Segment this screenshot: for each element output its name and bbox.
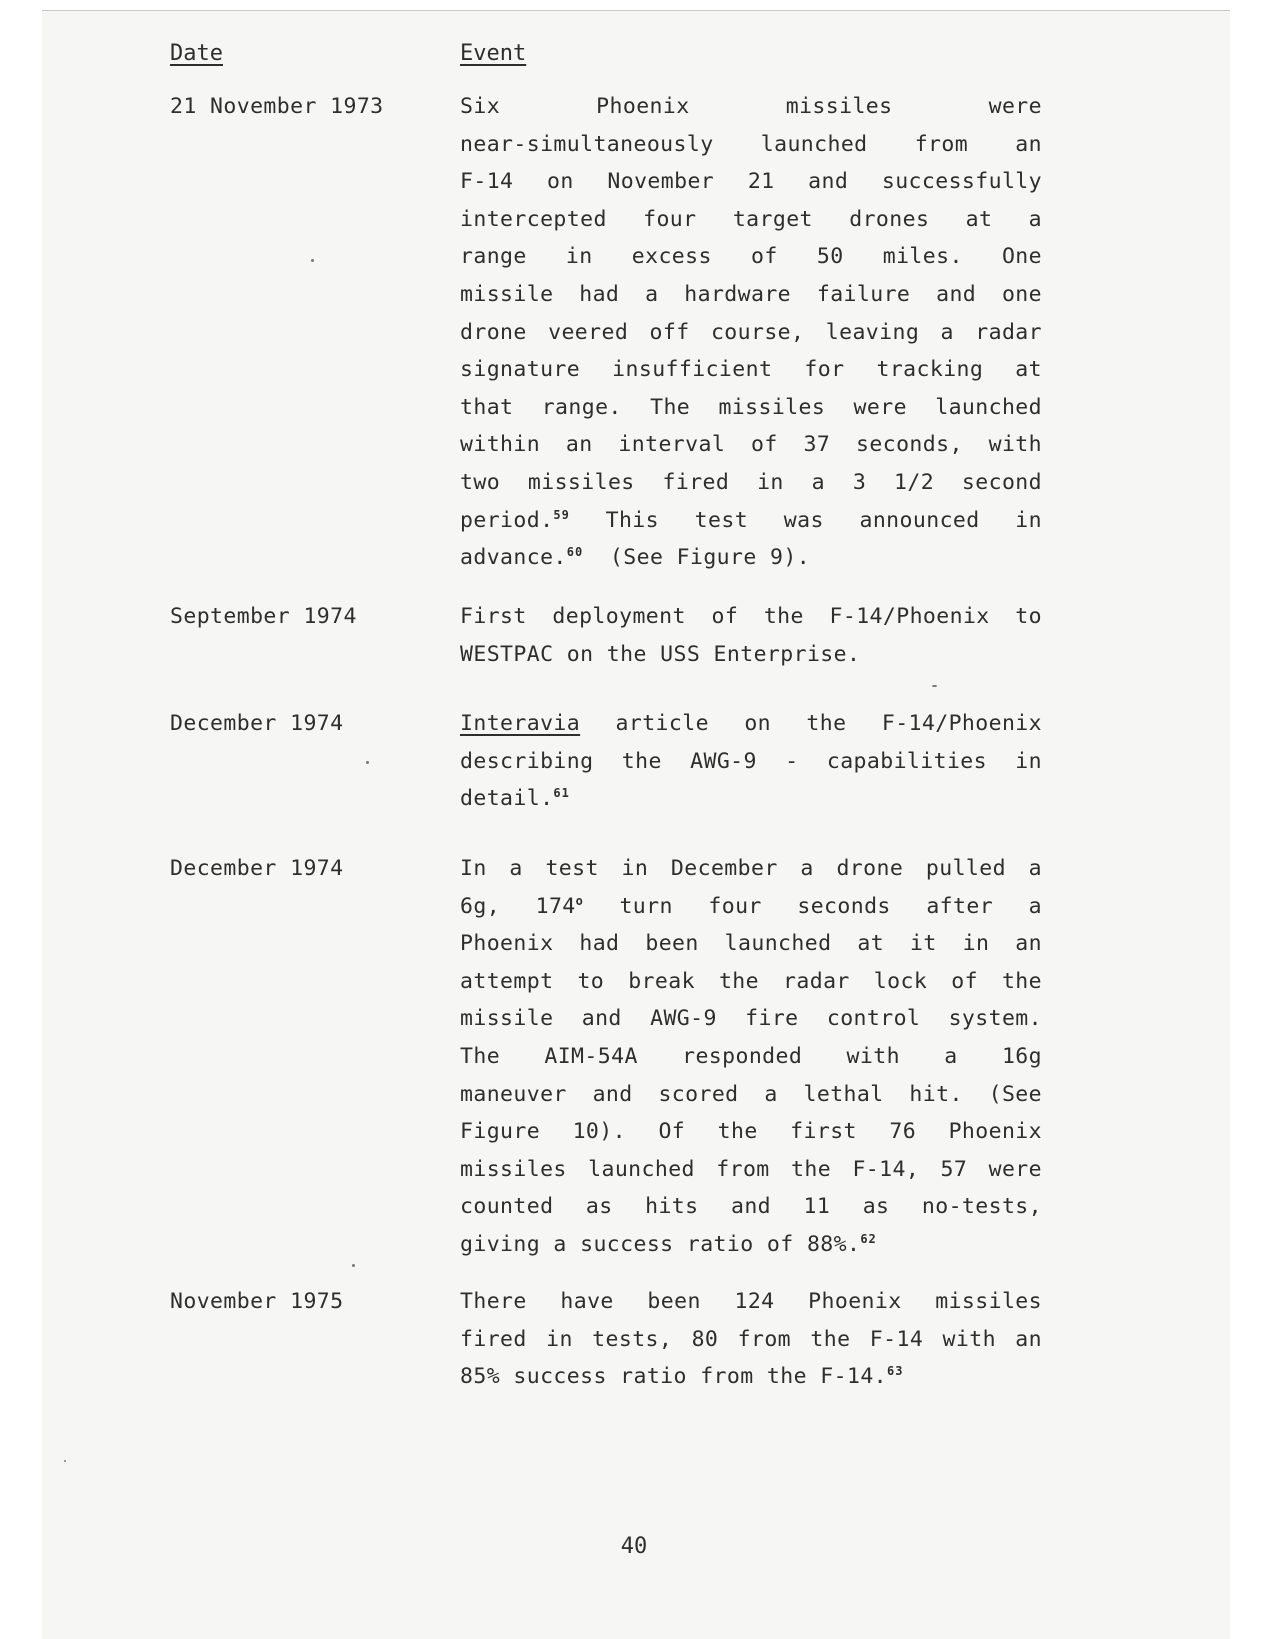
footnote-ref: 63: [887, 1364, 904, 1379]
event-line: attempt to break the radar lock of the: [460, 968, 1042, 994]
event-column-header: Event: [460, 41, 527, 66]
scan-speck: [932, 685, 937, 687]
event-line: First deployment of the F-14/Phoenix to: [460, 604, 1042, 629]
event-line: [460, 1226, 1042, 1264]
event-text: period.: [460, 507, 554, 533]
event-line: two missiles fired in a 3 1/2 second: [460, 469, 1042, 495]
scan-speck: [311, 259, 314, 262]
event-line: Phoenix had been launched at it in an: [460, 931, 1042, 957]
entry-event: [460, 705, 1042, 818]
entry-event: [460, 598, 1042, 673]
event-line: fired in tests, 80 from the F-14 with an: [460, 1326, 1042, 1352]
entry-date: December 1974: [170, 856, 344, 881]
source-title: Interavia: [460, 711, 581, 736]
event-line: The AIM-54A responded with a 16g: [460, 1043, 1042, 1069]
event-line: In a test in December a drone pulled a: [460, 856, 1042, 881]
event-line: [460, 888, 1042, 926]
event-line: [460, 539, 1042, 577]
degree-mark: o: [575, 893, 584, 908]
top-rule: [42, 10, 1230, 11]
event-line: range in excess of 50 miles. One: [460, 244, 1042, 270]
event-text: turn four seconds after a: [619, 893, 1042, 919]
event-text: This test was announced in: [605, 507, 1042, 533]
date-column-header: Date: [170, 41, 223, 66]
event-line: Figure 10). Of the first 76 Phoenix: [460, 1119, 1042, 1145]
event-line: missiles launched from the F-14, 57 were: [460, 1156, 1042, 1182]
event-text: (See Figure 9).: [609, 545, 811, 571]
event-line: WESTPAC on the USS Enterprise.: [460, 641, 861, 667]
entry-event: [460, 88, 1042, 577]
entry-event: [460, 1283, 1042, 1396]
event-line: There have been 124 Phoenix missiles: [460, 1289, 1042, 1314]
footnote-ref: 60: [566, 545, 584, 560]
event-line: missile had a hardware failure and one: [460, 281, 1042, 307]
page-number: 40: [620, 1534, 648, 1559]
event-line: counted as hits and 11 as no-tests,: [460, 1194, 1042, 1220]
event-line: missile and AWG-9 fire control system.: [460, 1006, 1042, 1032]
entry-date: September 1974: [170, 604, 357, 629]
event-line: maneuver and scored a lethal hit. (See: [460, 1081, 1042, 1107]
entry-date: 21 November 1973: [170, 94, 384, 119]
event-line: drone veered off course, leaving a radar: [460, 319, 1042, 345]
event-line: F-14 on November 21 and successfully: [460, 169, 1042, 195]
event-line: signature insufficient for tracking at: [460, 357, 1042, 383]
event-line: within an interval of 37 seconds, with: [460, 432, 1042, 458]
scan-speck: [366, 761, 369, 764]
event-line: intercepted four target drones at a: [460, 206, 1042, 232]
event-text: 85% success ratio from the F-14.: [460, 1364, 888, 1390]
event-line: describing the AWG-9 - capabilities in: [460, 748, 1042, 774]
footnote-ref: 61: [553, 786, 570, 801]
event-text: article on the F-14/Phoenix: [615, 711, 1042, 736]
entry-event: [460, 850, 1042, 1264]
footnote-ref: 62: [860, 1231, 877, 1246]
event-text: giving a success ratio of 88%.: [460, 1231, 861, 1257]
scan-speck: [64, 1460, 66, 1462]
event-text: 6g, 174: [460, 893, 576, 919]
event-line: that range. The missiles were launched: [460, 394, 1042, 420]
event-line: [460, 780, 1042, 818]
event-line: [460, 705, 1042, 743]
entry-date: December 1974: [170, 711, 344, 736]
event-line: near-simultaneously launched from an: [460, 131, 1042, 157]
footnote-ref: 59: [553, 507, 570, 522]
scan-speck: [352, 1264, 355, 1267]
event-line: Six Phoenix missiles were: [460, 94, 1042, 119]
event-line: [460, 1358, 1042, 1396]
event-line: [460, 502, 1042, 540]
event-text: detail.: [460, 786, 554, 812]
event-text: advance.: [460, 545, 567, 571]
entry-date: November 1975: [170, 1289, 344, 1314]
